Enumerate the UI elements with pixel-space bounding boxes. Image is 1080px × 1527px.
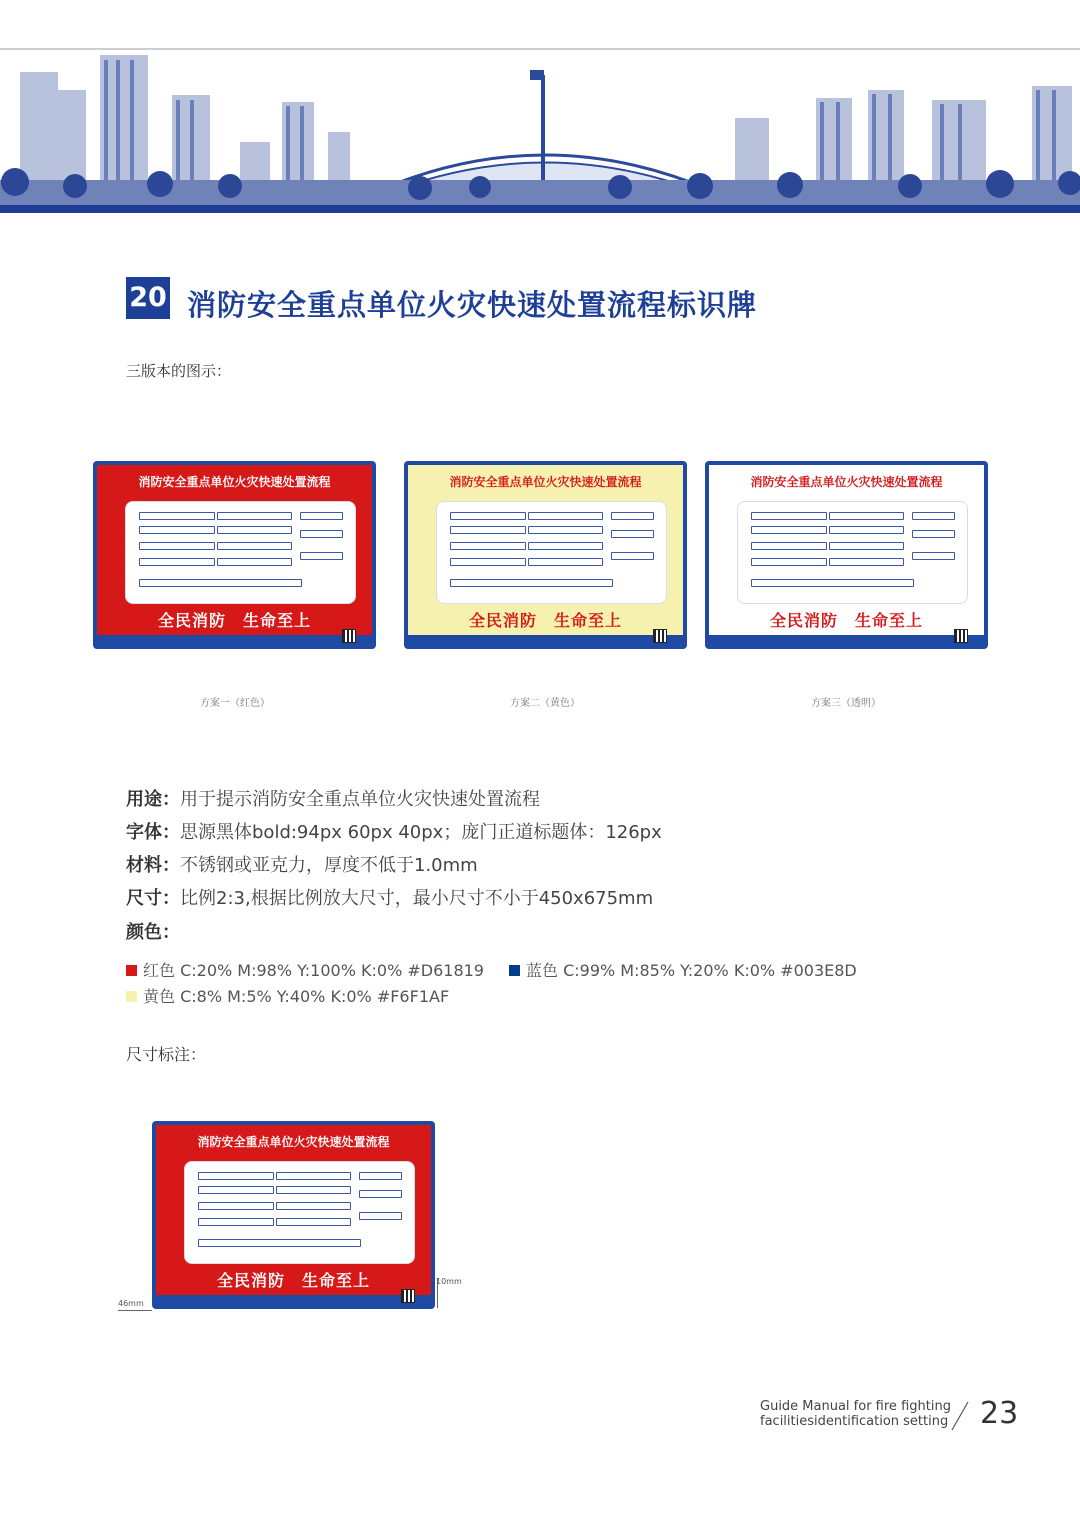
flow-step-box: [276, 1186, 351, 1194]
color-red-text: 红色 C:20% M:98% Y:100% K:0% #D61819: [143, 961, 484, 980]
flow-step-box: [528, 526, 603, 534]
footer-line-1: Guide Manual for fire fighting: [760, 1399, 951, 1414]
sign-slogan: 全民消防 生命至上: [216, 1271, 370, 1290]
city-skyline-banner: [0, 50, 1080, 213]
qr-code-icon: [401, 1289, 415, 1303]
flow-panel: [436, 501, 667, 604]
sign-title: 消防安全重点单位火灾快速处置流程: [197, 1135, 390, 1149]
flow-step-box: [276, 1172, 351, 1180]
spec-color: [126, 918, 180, 944]
flow-step-box: [450, 542, 525, 550]
flow-step-box: [139, 579, 301, 587]
flow-step-box: [912, 530, 955, 538]
dimension-heading: 尺寸标注：: [126, 1045, 207, 1064]
qr-code-icon: [653, 629, 667, 643]
footer-line-2: facilitiesidentification setting: [760, 1414, 949, 1429]
flow-step-box: [300, 552, 343, 560]
spec-value: 比例2:3,根据比例放大尺寸，最小尺寸不小于450x675mm: [180, 888, 654, 909]
flow-step-box: [139, 558, 214, 566]
page-title: 消防安全重点单位火灾快速处置流程标识牌: [187, 288, 758, 322]
page-number: 23: [980, 1396, 1019, 1431]
spec-font: [126, 818, 662, 844]
color-blue-text: 蓝色 C:99% M:85% Y:20% K:0% #003E8D: [526, 961, 857, 980]
flow-step-box: [198, 1218, 273, 1226]
sign-version-yellow: [404, 461, 687, 649]
sign-footer-bar: [97, 635, 372, 645]
color-yellow-text: 黄色 C:8% M:5% Y:40% K:0% #F6F1AF: [143, 987, 450, 1006]
color-yellow: [126, 984, 449, 1007]
flow-step-box: [276, 1202, 351, 1210]
intro-text: 三版本的图示：: [126, 362, 232, 380]
flow-step-box: [217, 512, 292, 520]
spec-value: 用于提示消防安全重点单位火灾快速处置流程: [180, 789, 540, 810]
flow-step-box: [528, 512, 603, 520]
flow-step-box: [198, 1239, 360, 1247]
flow-step-box: [198, 1202, 273, 1210]
flow-step-box: [751, 558, 826, 566]
spec-value: 不锈钢或亚克力，厚度不低于1.0mm: [180, 855, 478, 876]
spec-usage: [126, 785, 540, 811]
blue-swatch-icon: [509, 965, 520, 976]
red-swatch-icon: [126, 965, 137, 976]
flow-step-box: [450, 558, 525, 566]
flow-step-box: [217, 558, 292, 566]
caption-version-2: 方案二（黄色）: [510, 698, 580, 709]
sign-footer-bar: [709, 635, 984, 645]
sign-version-red: [93, 461, 376, 649]
flow-step-box: [528, 542, 603, 550]
qr-code-icon: [954, 629, 968, 643]
sign-slogan: 全民消防 生命至上: [157, 611, 311, 630]
flow-step-box: [450, 512, 525, 520]
footer-guide-text: [760, 1399, 951, 1429]
flow-step-box: [139, 512, 214, 520]
flow-step-box: [829, 542, 904, 550]
dimension-label-left: 46mm: [118, 1299, 144, 1308]
sign-title: 消防安全重点单位火灾快速处置流程: [138, 475, 331, 489]
qr-code-icon: [342, 629, 356, 643]
dimension-line-left: [118, 1310, 152, 1311]
flow-step-box: [198, 1172, 273, 1180]
flow-step-box: [912, 552, 955, 560]
sign-slogan: 全民消防 生命至上: [468, 611, 622, 630]
flow-panel: [737, 501, 968, 604]
flow-step-box: [751, 526, 826, 534]
flow-step-box: [300, 530, 343, 538]
flow-step-box: [751, 579, 913, 587]
flow-step-box: [829, 512, 904, 520]
caption-version-1: 方案一（红色）: [200, 698, 270, 709]
spec-label: 字体：: [126, 822, 180, 843]
flow-step-box: [198, 1186, 273, 1194]
flow-step-box: [611, 512, 654, 520]
flow-step-box: [217, 542, 292, 550]
flow-step-box: [829, 558, 904, 566]
flow-panel: [125, 501, 356, 604]
sign-footer-bar: [408, 635, 683, 645]
sign-title: 消防安全重点单位火灾快速处置流程: [449, 475, 642, 489]
spec-label: 用途：: [126, 789, 180, 810]
flow-step-box: [450, 526, 525, 534]
spec-label: 材料：: [126, 855, 180, 876]
flow-step-box: [359, 1172, 402, 1180]
spec-value: 思源黑体bold:94px 60px 40px；庞门正道标题体：126px: [180, 822, 662, 843]
flow-step-box: [139, 526, 214, 534]
flow-panel: [184, 1161, 415, 1264]
sign-footer-bar: [156, 1295, 431, 1305]
header-band: [0, 205, 1080, 213]
spec-material: [126, 851, 478, 877]
flow-step-box: [300, 512, 343, 520]
flow-step-box: [751, 542, 826, 550]
flow-step-box: [359, 1190, 402, 1198]
flow-step-box: [829, 526, 904, 534]
flow-step-box: [139, 542, 214, 550]
flow-step-box: [528, 558, 603, 566]
sign-version-transparent: [705, 461, 988, 649]
flow-step-box: [611, 552, 654, 560]
slash-divider: [948, 1400, 972, 1432]
flow-step-box: [912, 512, 955, 520]
flow-step-box: [359, 1212, 402, 1220]
flow-step-box: [611, 530, 654, 538]
spec-label: 尺寸：: [126, 888, 180, 909]
dimension-label-right: 10mm: [436, 1277, 462, 1286]
flow-step-box: [217, 526, 292, 534]
spec-size: [126, 884, 653, 910]
flow-step-box: [450, 579, 612, 587]
color-red: [126, 958, 484, 981]
sign-title: 消防安全重点单位火灾快速处置流程: [750, 475, 943, 489]
sign-slogan: 全民消防 生命至上: [769, 611, 923, 630]
sign-dimension-sample: [152, 1121, 435, 1309]
flow-step-box: [276, 1218, 351, 1226]
flow-step-box: [751, 512, 826, 520]
yellow-swatch-icon: [126, 991, 137, 1002]
color-blue: [509, 958, 857, 981]
caption-version-3: 方案三（透明）: [811, 698, 881, 709]
section-number: 20: [126, 277, 170, 319]
spec-label: 颜色：: [126, 922, 180, 943]
